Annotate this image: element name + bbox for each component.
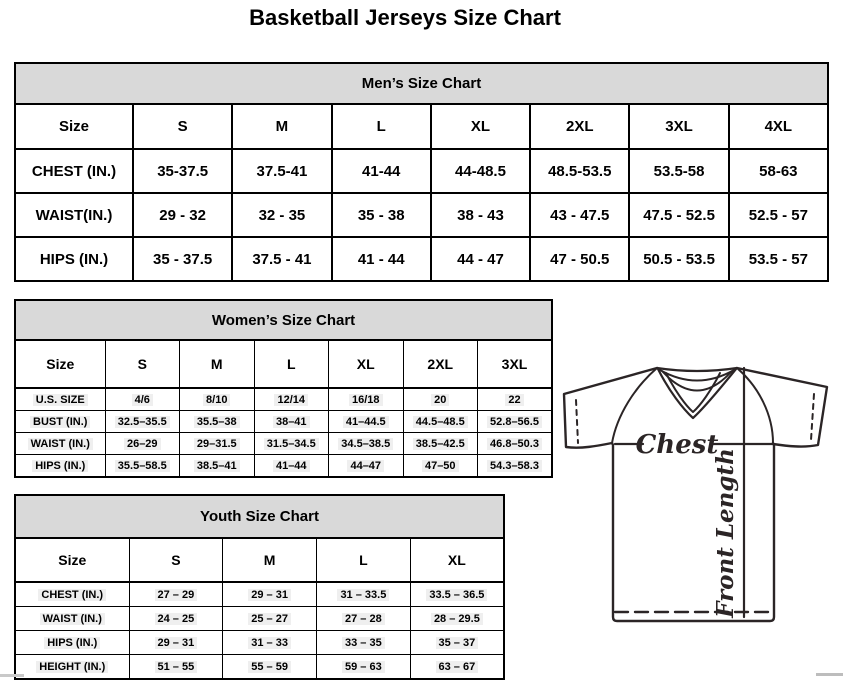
womens-size-table [14, 299, 553, 478]
cropped-artifact-bar-left [0, 674, 24, 677]
row-label [15, 455, 105, 478]
left-cuff-dashed-line [576, 400, 578, 443]
youth-col-header: L [317, 538, 411, 582]
size-value: 38 - 43 [431, 193, 530, 237]
size-value: 47–50 [403, 455, 478, 478]
size-value: 29–31.5 [180, 433, 255, 455]
size-value: 32.5–35.5 [105, 411, 180, 433]
size-value: 24 – 25 [129, 607, 223, 631]
mens-col-header: L [332, 104, 431, 149]
mens-table-title: Men’s Size Chart [15, 63, 828, 104]
size-value: 25 – 27 [223, 607, 317, 631]
size-value: 38–41 [254, 411, 329, 433]
youth-col-header-size: Size [15, 538, 129, 582]
womens-col-header: 3XL [478, 340, 553, 388]
size-value: 8/10 [180, 388, 255, 411]
row-label: WAIST(IN.) [15, 193, 133, 237]
row-label-text: WAIST (IN.) [40, 613, 105, 625]
size-value: 22 [478, 388, 553, 411]
row-label-text: HEIGHT (IN.) [36, 661, 108, 673]
row-label [15, 411, 105, 433]
row-label [15, 607, 129, 631]
mens-chest-row [15, 149, 828, 193]
size-value: 20 [403, 388, 478, 411]
youth-size-table [14, 494, 505, 680]
mens-waist-row [15, 193, 828, 237]
size-value: 35 - 37.5 [133, 237, 232, 281]
mens-col-header: XL [431, 104, 530, 149]
row-label [15, 388, 105, 411]
size-value: 4/6 [105, 388, 180, 411]
size-value: 38.5–42.5 [403, 433, 478, 455]
size-value: 31.5–34.5 [254, 433, 329, 455]
size-value: 35 – 37 [410, 631, 504, 655]
row-label [15, 631, 129, 655]
size-value: 58-63 [729, 149, 828, 193]
size-value: 37.5-41 [232, 149, 331, 193]
size-value: 43 - 47.5 [530, 193, 629, 237]
womens-us-size-row [15, 388, 552, 411]
size-value: 55 – 59 [223, 655, 317, 680]
cropped-artifact-bar-right [816, 673, 843, 676]
jersey-measurement-diagram [561, 361, 833, 627]
size-value: 35-37.5 [133, 149, 232, 193]
size-value: 33 – 35 [317, 631, 411, 655]
page-title: Basketball Jerseys Size Chart [249, 5, 561, 30]
size-value: 35.5–38 [180, 411, 255, 433]
size-value: 32 - 35 [232, 193, 331, 237]
row-label-text: U.S. SIZE [33, 394, 88, 406]
mens-col-header: 2XL [530, 104, 629, 149]
womens-table-title: Women’s Size Chart [15, 300, 552, 340]
size-value: 27 – 29 [129, 582, 223, 607]
mens-size-table [14, 62, 829, 282]
row-label-text: CHEST (IN.) [38, 589, 106, 601]
row-label: HIPS (IN.) [15, 237, 133, 281]
row-label [15, 433, 105, 455]
size-value: 41–44 [254, 455, 329, 478]
size-value: 35 - 38 [332, 193, 431, 237]
size-value: 44–47 [329, 455, 404, 478]
youth-height-row [15, 655, 504, 680]
size-value: 51 – 55 [129, 655, 223, 680]
womens-bust-row [15, 411, 552, 433]
size-value: 27 – 28 [317, 607, 411, 631]
size-value: 44-48.5 [431, 149, 530, 193]
mens-col-header-size: Size [15, 104, 133, 149]
row-label [15, 582, 129, 607]
row-label-text: HIPS (IN.) [44, 637, 100, 649]
size-value: 28 – 29.5 [410, 607, 504, 631]
youth-table-title: Youth Size Chart [15, 495, 504, 538]
size-value: 37.5 - 41 [232, 237, 331, 281]
womens-hips-row [15, 455, 552, 478]
row-label-text: HIPS (IN.) [32, 460, 88, 472]
size-value: 41 - 44 [332, 237, 431, 281]
size-value: 46.8–50.3 [478, 433, 553, 455]
chest-label: Chest [635, 430, 719, 460]
size-value: 38.5–41 [180, 455, 255, 478]
size-value: 52.5 - 57 [729, 193, 828, 237]
womens-col-header: M [180, 340, 255, 388]
size-value: 35.5–58.5 [105, 455, 180, 478]
mens-header-row [15, 104, 828, 149]
mens-col-header: M [232, 104, 331, 149]
womens-header-row [15, 340, 552, 388]
size-value: 33.5 – 36.5 [410, 582, 504, 607]
youth-col-header: XL [410, 538, 504, 582]
youth-col-header: S [129, 538, 223, 582]
youth-hips-row [15, 631, 504, 655]
womens-col-header: 2XL [403, 340, 478, 388]
size-value: 29 – 31 [129, 631, 223, 655]
size-value: 48.5-53.5 [530, 149, 629, 193]
size-value: 47 - 50.5 [530, 237, 629, 281]
mens-col-header: S [133, 104, 232, 149]
size-value: 63 – 67 [410, 655, 504, 680]
mens-col-header: 3XL [629, 104, 728, 149]
size-value: 31 – 33.5 [317, 582, 411, 607]
size-value: 44 - 47 [431, 237, 530, 281]
size-value: 41–44.5 [329, 411, 404, 433]
size-value: 50.5 - 53.5 [629, 237, 728, 281]
row-label [15, 655, 129, 680]
youth-waist-row [15, 607, 504, 631]
youth-chest-row [15, 582, 504, 607]
size-value: 29 – 31 [223, 582, 317, 607]
size-value: 31 – 33 [223, 631, 317, 655]
row-label: CHEST (IN.) [15, 149, 133, 193]
womens-waist-row [15, 433, 552, 455]
row-label-text: WAIST (IN.) [28, 438, 93, 450]
size-value: 52.8–56.5 [478, 411, 553, 433]
size-value: 53.5 - 57 [729, 237, 828, 281]
right-cuff-dashed-line [811, 394, 814, 440]
size-value: 16/18 [329, 388, 404, 411]
jersey-outline [561, 361, 833, 627]
youth-col-header: M [223, 538, 317, 582]
size-value: 29 - 32 [133, 193, 232, 237]
womens-col-header-size: Size [15, 340, 105, 388]
womens-col-header: L [254, 340, 329, 388]
front-length-label: Front Length [712, 448, 739, 618]
size-value: 26–29 [105, 433, 180, 455]
mens-hips-row [15, 237, 828, 281]
size-value: 44.5–48.5 [403, 411, 478, 433]
size-value: 54.3–58.3 [478, 455, 553, 478]
size-value: 34.5–38.5 [329, 433, 404, 455]
youth-header-row [15, 538, 504, 582]
size-value: 47.5 - 52.5 [629, 193, 728, 237]
size-value: 12/14 [254, 388, 329, 411]
mens-col-header: 4XL [729, 104, 828, 149]
size-value: 59 – 63 [317, 655, 411, 680]
womens-col-header: XL [329, 340, 404, 388]
size-value: 41-44 [332, 149, 431, 193]
womens-col-header: S [105, 340, 180, 388]
size-value: 53.5-58 [629, 149, 728, 193]
row-label-text: BUST (IN.) [30, 416, 90, 428]
